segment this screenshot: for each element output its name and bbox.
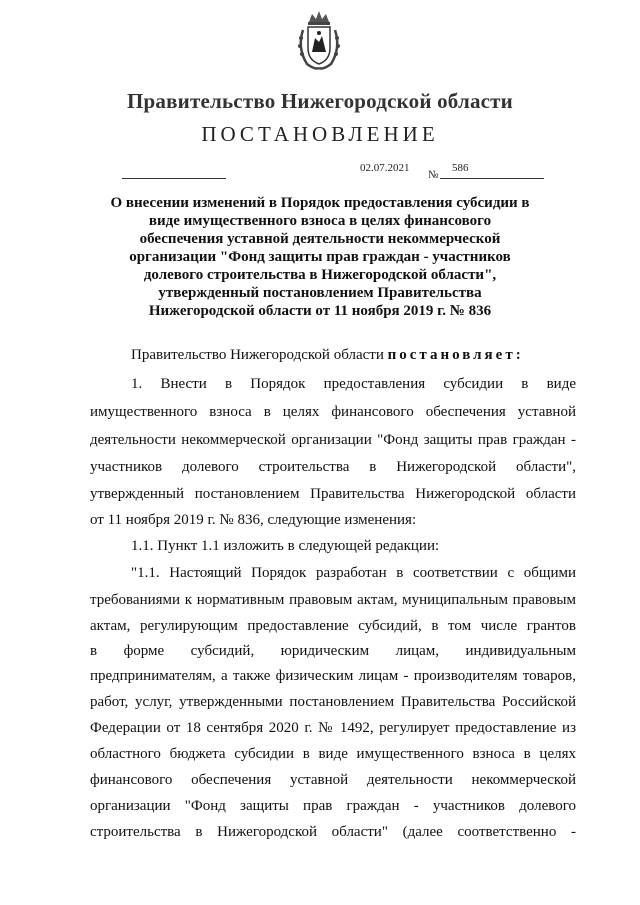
subject-line: утвержденный постановлением Правительства — [158, 285, 482, 301]
body-line: деятельности некоммерческой организации "Фонд защиты прав граждан - — [90, 432, 576, 448]
body-line: областного бюджета субсидии в виде имущественного взноса в целях — [90, 746, 576, 762]
body-line: от 11 ноября 2019 г. № 836, следующие изменения: — [90, 512, 417, 528]
subject-line: обеспечения уставной деятельности некоммерческой — [139, 231, 501, 247]
body-line: в форме субсидий, юридическим лицам, индивидуальным — [90, 643, 576, 659]
preamble-verb: постановляет: — [387, 347, 524, 363]
body-line: Федерации от 18 сентября 2020 г. № 1492, регулирует предоставление из — [90, 720, 576, 736]
document-subject — [110, 194, 530, 320]
number-label: № — [428, 169, 439, 181]
coat-of-arms-emblem — [293, 8, 345, 72]
subject-line: организации "Фонд защиты прав граждан - участников — [129, 249, 511, 265]
body-line: строительства в Нижегородской области" (далее соответственно - — [90, 824, 576, 840]
document-date: 02.07.2021 — [360, 162, 410, 174]
body-line: 1.1. Пункт 1.1 изложить в следующей редакции: — [131, 538, 440, 554]
government-title: Правительство Нижегородской области — [127, 89, 513, 113]
body-line: предпринимателям, а также физическим лицам - производителям товаров, — [90, 668, 576, 684]
left-underline — [122, 178, 226, 179]
subject-line: долевого строительства в Нижегородской области", — [143, 267, 497, 283]
subject-line: Нижегородской области от 11 ноября 2019 г. № 836 — [148, 303, 492, 319]
body-line: организации "Фонд защиты прав граждан - участников долевого — [90, 798, 576, 814]
subject-line: виде имущественного взноса в целях финансового — [148, 213, 492, 229]
body-line: работ, услуг, утвержденными постановлением Правительства Российской — [90, 694, 576, 710]
body-line: требованиями к нормативным правовым актам, муниципальным правовым — [90, 592, 576, 608]
body-line: участников долевого строительства в Нижегородской области", — [90, 459, 576, 475]
subject-line: О внесении изменений в Порядок предоставления субсидии в — [110, 195, 530, 211]
body-line: имущественного взноса в целях финансового обеспечения уставной — [90, 404, 576, 420]
document-type: ПОСТАНОВЛЕНИЕ — [201, 122, 439, 146]
document-number: 586 — [452, 162, 469, 174]
body-line: "1.1. Настоящий Порядок разработан в соответствии с общими — [131, 565, 576, 581]
body-line: утвержденный постановлением Правительства Нижегородской области — [90, 486, 576, 502]
preamble — [131, 343, 576, 368]
body-line: актам, регулирующим предоставление субсидий, в том числе грантов — [90, 618, 576, 634]
body-line: финансового обеспечения уставной деятельности некоммерческой — [90, 772, 576, 788]
body-line: 1. Внести в Порядок предоставления субсидии в виде — [131, 376, 576, 392]
number-underline — [440, 178, 544, 179]
preamble-text: Правительство Нижегородской области — [131, 347, 388, 363]
